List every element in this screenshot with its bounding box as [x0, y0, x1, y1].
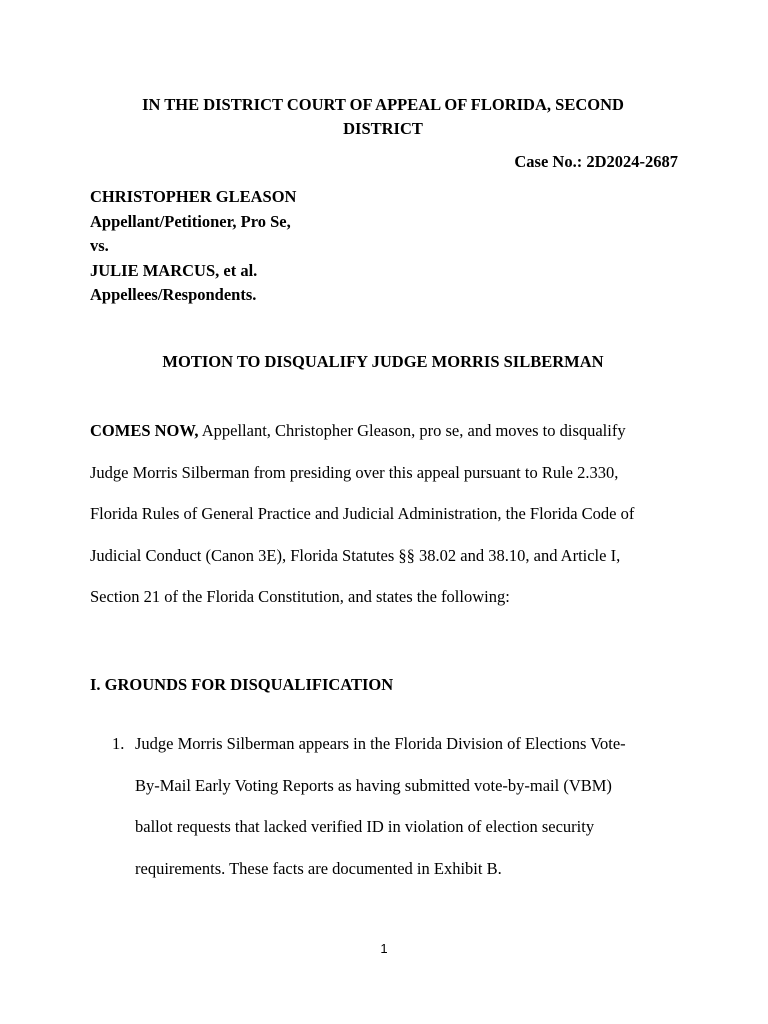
intro-line-4: Judicial Conduct (Canon 3E), Florida Statutes §§ 38.02 and 38.10, and Article I, — [90, 545, 621, 565]
appellee-role: Appellees/Respondents. — [90, 285, 257, 304]
list-item-line-2: By-Mail Early Voting Reports as having submitted vote-by-mail (VBM) — [135, 775, 612, 795]
court-caption — [90, 93, 676, 141]
list-item-line-3: ballot requests that lacked verified ID in violation of election security — [135, 817, 595, 836]
list-item — [112, 723, 682, 889]
list-item-text — [135, 723, 682, 889]
list-item-line-1: Judge Morris Silberman appears in the Florida Division of Elections Vote- — [135, 734, 626, 753]
intro-line-3: Florida Rules of General Practice and Judicial Administration, the Florida Code of — [90, 504, 635, 523]
intro-lead: COMES NOW, — [90, 421, 199, 440]
appellee-name: JULIE MARCUS, et al. — [90, 260, 258, 280]
intro-line-1-text: Appellant, Christopher Gleason, pro se, and moves to disqualify — [198, 421, 626, 440]
intro-line-5: Section 21 of the Florida Constitution, and states the following: — [90, 587, 510, 606]
motion-title: MOTION TO DISQUALIFY JUDGE MORRIS SILBERMAN — [162, 352, 604, 371]
intro-paragraph — [90, 410, 690, 618]
page-number: 1 — [380, 941, 388, 956]
court-caption-line-2: DISTRICT — [343, 119, 423, 138]
appellant-name: CHRISTOPHER GLEASON — [90, 187, 297, 206]
versus-label: vs. — [90, 236, 109, 255]
list-item-number: 1. — [112, 734, 125, 753]
intro-line-2: Judge Morris Silberman from presiding over this appeal pursuant to Rule 2.330, — [90, 462, 619, 482]
party-block — [90, 185, 296, 308]
court-caption-line-1: IN THE DISTRICT COURT OF APPEAL OF FLORIDA, SECOND — [142, 95, 624, 114]
intro-line-1 — [90, 410, 690, 452]
case-number: Case No.: 2D2024-2687 — [514, 152, 678, 171]
list-item-line-4: requirements. These facts are documented in Exhibit B. — [135, 858, 502, 878]
appellant-role: Appellant/Petitioner, Pro Se, — [90, 211, 291, 231]
section-heading: I. GROUNDS FOR DISQUALIFICATION — [90, 675, 394, 694]
